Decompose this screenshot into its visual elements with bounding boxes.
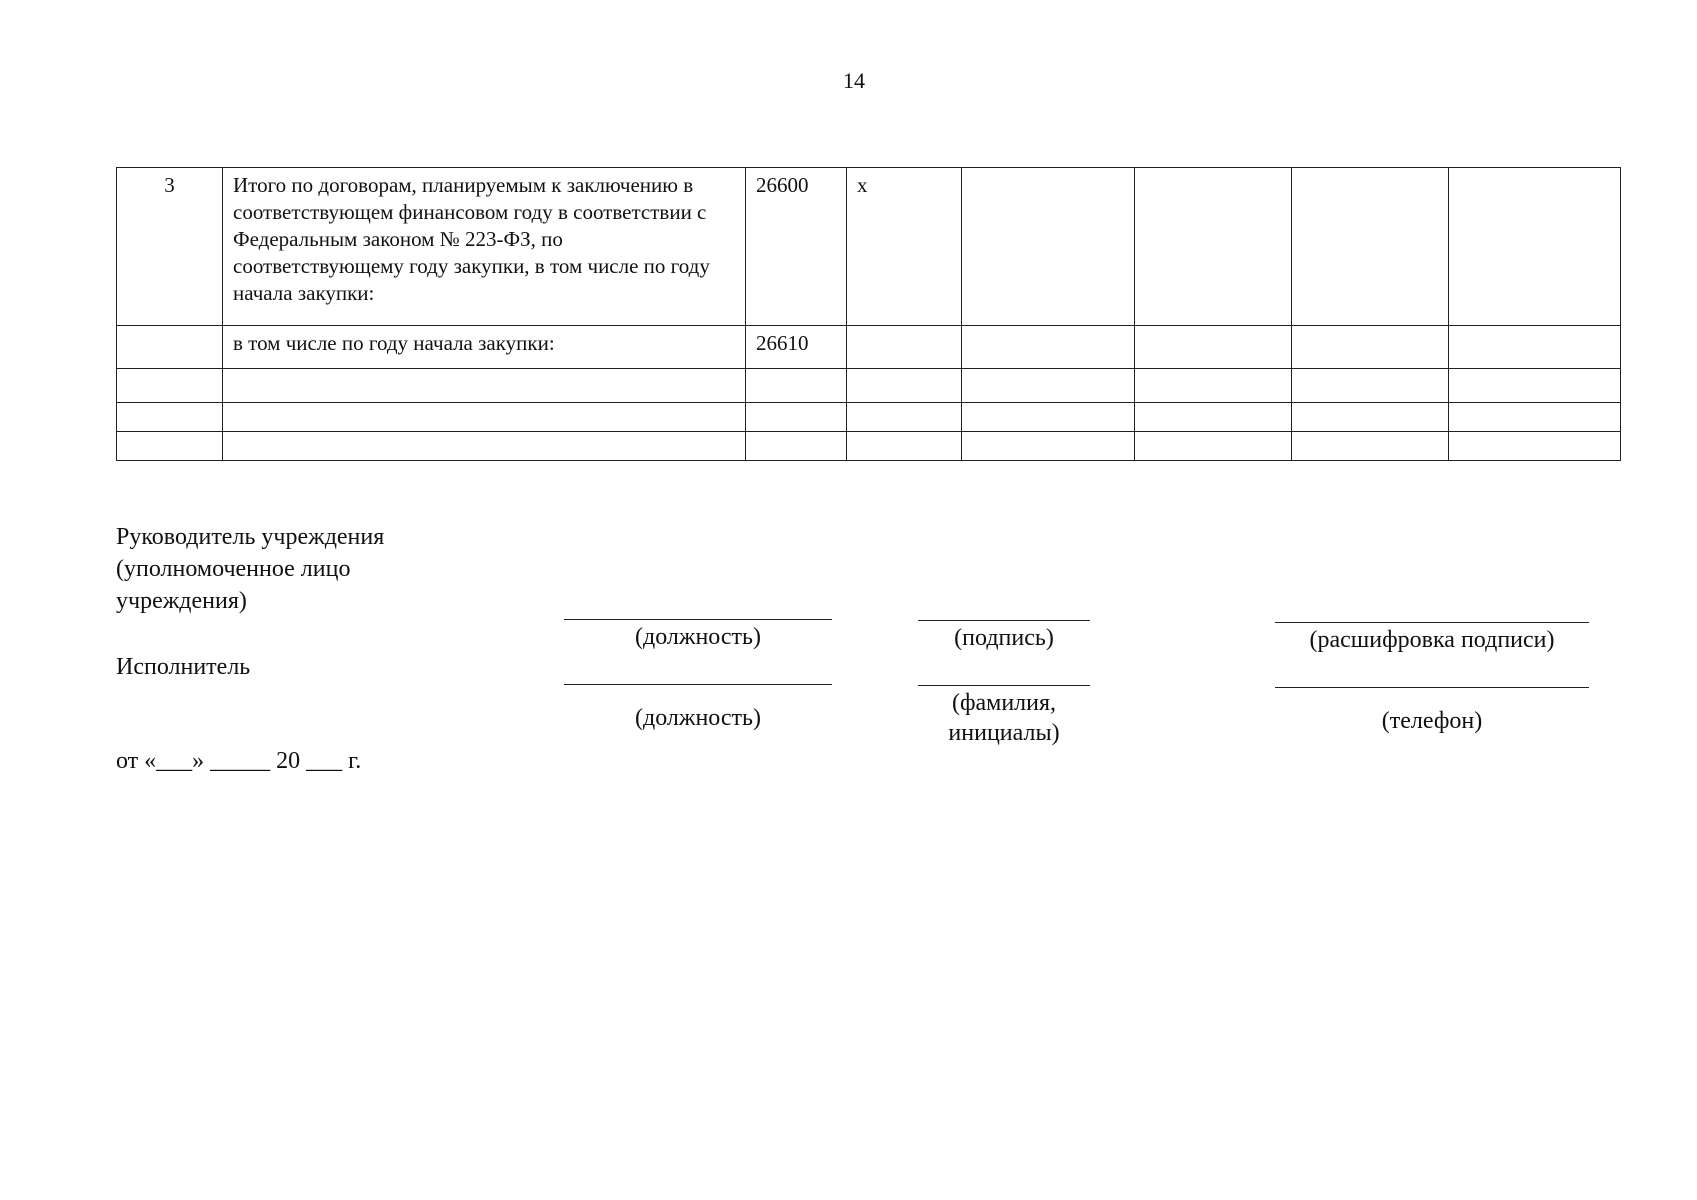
empty-cell: [117, 369, 223, 403]
empty-cell: [223, 403, 746, 432]
procurement-table: [116, 167, 1621, 461]
value-cell: [1292, 168, 1449, 326]
empty-cell: [1135, 369, 1292, 403]
executor-phone-line: [1275, 687, 1589, 688]
value-cell: [847, 326, 962, 369]
executor-position-line: [564, 684, 832, 685]
empty-cell: [1449, 403, 1621, 432]
page-number: 14: [843, 68, 865, 93]
executor-name-caption: [918, 688, 1090, 748]
code-cell: 26610: [746, 326, 847, 369]
description-cell: в том числе по году начала закупки:: [223, 326, 746, 369]
head-label-line: учреждения): [116, 588, 247, 614]
empty-cell: [1449, 432, 1621, 461]
head-label: [116, 521, 384, 617]
empty-cell: [1292, 403, 1449, 432]
empty-cell: [1292, 369, 1449, 403]
empty-cell: [1135, 432, 1292, 461]
empty-cell: [847, 403, 962, 432]
description-cell: Итого по договорам, планируемым к заключению в соответствующем финансовом году в соответствии с Федеральным законом № 223-ФЗ, по соответствующему году закупки, в том числе по году начала закупки:: [223, 168, 746, 326]
empty-cell: [223, 369, 746, 403]
empty-cell: [1135, 403, 1292, 432]
executor-name-caption-line: (фамилия,: [951, 690, 1057, 716]
empty-cell: [1449, 369, 1621, 403]
date-line: от «___» _____ 20 ___ г.: [116, 748, 362, 774]
head-decoding-caption: (расшифровка подписи): [1309, 627, 1555, 653]
head-label-line: Руководитель учреждения: [116, 524, 385, 550]
value-cell: [962, 168, 1135, 326]
value-cell: [962, 326, 1135, 369]
value-cell: [1292, 326, 1449, 369]
empty-cell: [1292, 432, 1449, 461]
head-signature-caption: (подпись): [954, 625, 1054, 651]
table-row: [117, 168, 1621, 326]
head-decoding-line: [1275, 622, 1589, 623]
head-label-line: (уполномоченное лицо: [116, 556, 351, 582]
value-cell: [1135, 326, 1292, 369]
empty-cell: [117, 403, 223, 432]
value-cell: [1449, 326, 1621, 369]
empty-cell: [962, 369, 1135, 403]
empty-cell: [962, 403, 1135, 432]
empty-cell: [746, 369, 847, 403]
empty-cell: [746, 403, 847, 432]
executor-phone-caption: (телефон): [1381, 708, 1483, 734]
row-number-cell: [117, 326, 223, 369]
empty-cell: [223, 432, 746, 461]
empty-cell: [746, 432, 847, 461]
value-cell: x: [847, 168, 962, 326]
value-cell: [1449, 168, 1621, 326]
row-number-cell: 3: [117, 168, 223, 326]
head-position-caption: (должность): [635, 624, 761, 650]
table-row: [117, 403, 1621, 432]
value-cell: [1135, 168, 1292, 326]
empty-cell: [847, 432, 962, 461]
table-row: [117, 326, 1621, 369]
executor-position-caption: (должность): [635, 705, 761, 731]
empty-cell: [117, 432, 223, 461]
empty-cell: [847, 369, 962, 403]
executor-name-line: [918, 685, 1090, 686]
head-signature-line: [918, 620, 1090, 621]
table-row: [117, 432, 1621, 461]
executor-name-caption-line: инициалы): [948, 720, 1060, 746]
empty-cell: [962, 432, 1135, 461]
head-position-line: [564, 619, 832, 620]
code-cell: 26600: [746, 168, 847, 326]
executor-label: Исполнитель: [116, 654, 251, 680]
table-row: [117, 369, 1621, 403]
